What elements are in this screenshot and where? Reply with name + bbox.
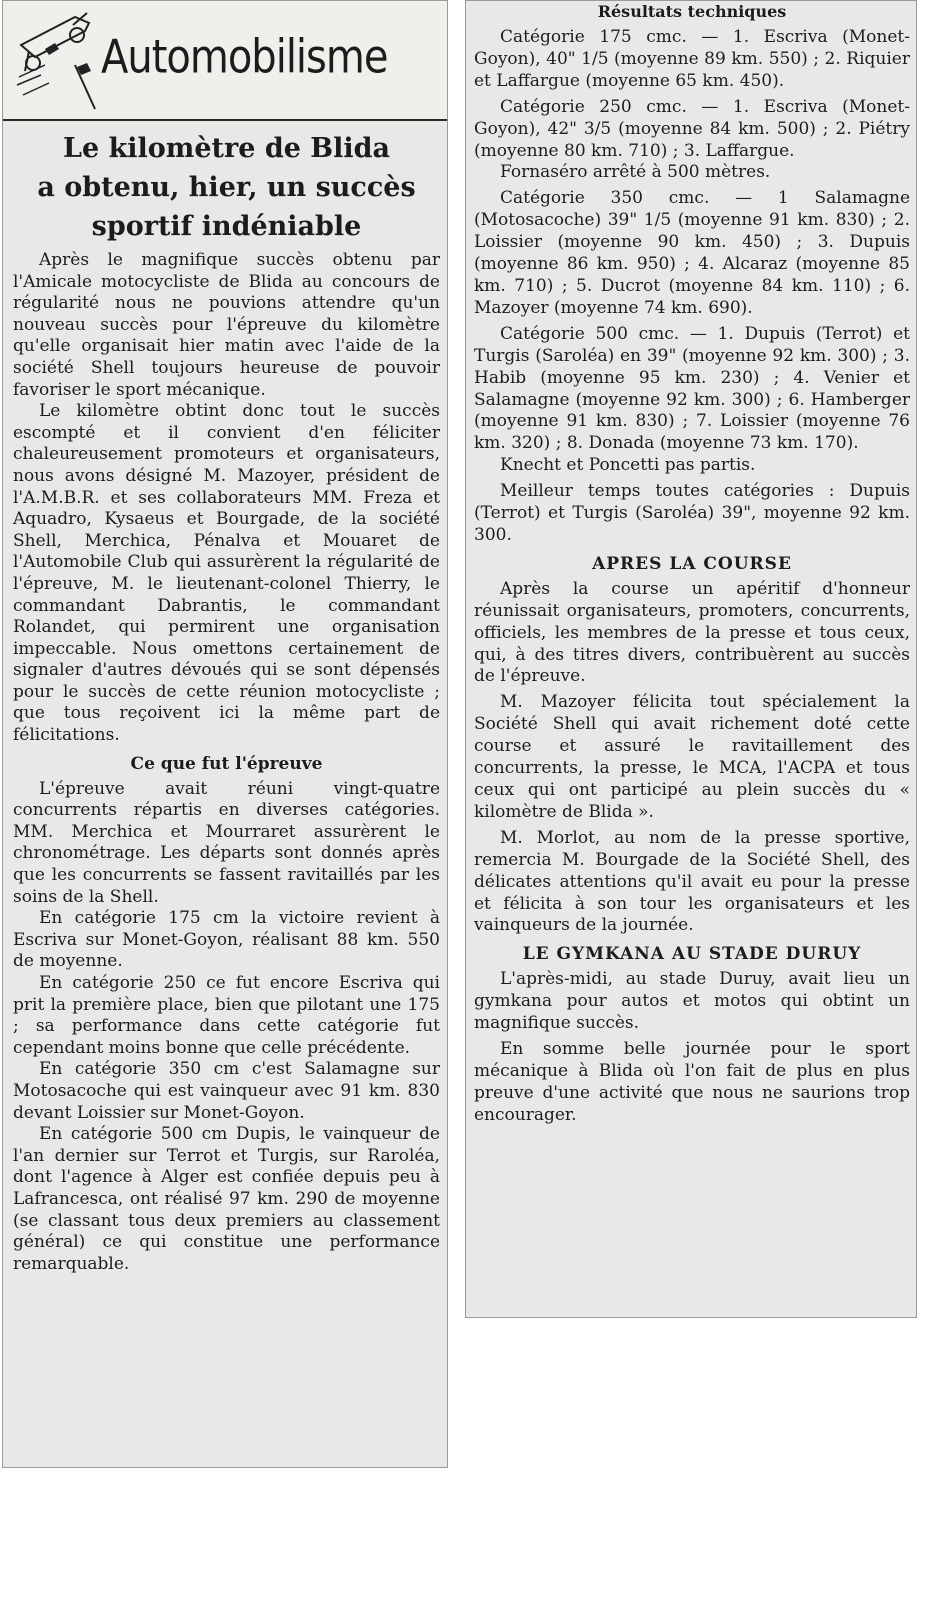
epreuve-paragraph: En catégorie 500 cm Dupis, le vainqueur de l'an dernier sur Terrot et Turgis, sur Raroléa, dont l'agence à Alger est confiée depuis peu à Lafrancesca, ont réalisé 97 km. 290 de moyenne (se classant tous deux premiers au classement général) ce qui constitue une performance remarquable.: [13, 1124, 440, 1274]
headline-line-3: sportif indéniable: [91, 211, 362, 242]
headline-line-2: a obtenu, hier, un succès: [37, 172, 416, 203]
resultat-paragraph: Meilleur temps toutes catégories : Dupuis (Terrot) et Turgis (Saroléa) 39", moyenne 92 km. 300.: [474, 481, 910, 545]
section-title: Automobilisme: [101, 31, 388, 84]
epreuve-paragraph: En catégorie 175 cm la victoire revient à Escriva sur Monet-Goyon, réalisant 88 km. 550 de moyenne.: [13, 908, 440, 972]
resultat-paragraph: Fornaséro arrêté à 500 mètres.: [500, 162, 771, 183]
epreuve-paragraph: En catégorie 250 ce fut encore Escriva qui prit la première place, bien que pilotant une 175 ; sa performance dans cette catégorie fut cependant moins bonne que celle précédente.: [13, 973, 440, 1058]
thanks-paragraph: Le kilomètre obtint donc tout le succès escompté et il convient d'en féliciter chaleureusement promoteurs et organisateurs, nous avons désigné M. Mazoyer, président de l'A.M.B.R. et ses collaborateurs MM. Freza et Aquadro, Kysaeus et Bourgade, de la société Shell, Merchica, Pénalva et Mouaret de l'Automobile Club qui assurèrent la régularité de l'épreuve, M. le lieutenant-colonel Thierry, le commandant Dabrantis, le commandant Rolandet, qui permirent une organisation impeccable. Nous omettons certainement de signaler d'autres dévoués qui se sont dépensés pour le succès de cette réunion motocycliste ; que tous reçoivent ici la même part de félicitations.: [13, 401, 440, 746]
subhead-epreuve: Ce que fut l'épreuve: [130, 753, 323, 774]
gymkana-paragraph: En somme belle journée pour le sport mécanique à Blida où l'on fait de plus en plus preuve d'une activité que nous ne saurions trop encourager.: [474, 1039, 910, 1125]
article-headline: [13, 129, 440, 246]
apres-paragraph: Après la course un apéritif d'honneur réunissait organisateurs, promoters, concurrents, officiels, les membres de la presse et tous ceux, qui, à des titres divers, contribuèrent au succès de l'épreuve.: [474, 578, 910, 687]
headline-line-1: Le kilomètre de Blida: [63, 133, 390, 164]
resultat-paragraph: Catégorie 350 cmc. — 1 Salamagne (Motosacoche) 39" 1/5 (moyenne 91 km. 830) ; 2. Loissier (moyenne 90 km. 450) ; 3. Dupuis (moyenne 86 km. 950) ; 4. Alcaraz (moyenne 85 km. 710) ; 5. Ducrot (moyenne 84 km. 110) ; 6. Mazoyer (moyenne 74 km. 690).: [474, 188, 910, 318]
resultat-paragraph: Catégorie 175 cmc. — 1. Escriva (Monet-Goyon), 40" 1/5 (moyenne 89 km. 550) ; 2. Riquier et Laffargue (moyenne 65 km. 450).: [474, 27, 910, 91]
left-column: [2, 0, 448, 1468]
epreuve-paragraph: En catégorie 350 cm c'est Salamagne sur Motosacoche qui est vainqueur avec 91 km. 830 devant Loissier sur Monet-Goyon.: [13, 1059, 440, 1123]
resultat-paragraph: Knecht et Poncetti pas partis.: [500, 455, 756, 476]
intro-paragraph: Après le magnifique succès obtenu par l'Amicale motocycliste de Blida au concours de régularité nous ne pouvions attendre qu'un nouveau succès pour l'épreuve du kilomètre qu'elle organisait hier matin avec l'aide de la société Shell toujours heureuse de pouvoir favoriser le sport mécanique.: [13, 250, 440, 400]
right-column: [465, 0, 917, 1318]
subhead-gymkana: LE GYMKANA AU STADE DURUY: [522, 944, 862, 965]
apres-paragraph: M. Mazoyer félicita tout spécialement la Société Shell qui avait richement doté cette course et assuré le ravitaillement des concurrents, la presse, le MCA, l'ACPA et tous ceux qui ont participé au plein succès du « kilomètre de Blida ».: [474, 692, 910, 822]
resultat-paragraph: Catégorie 500 cmc. — 1. Dupuis (Terrot) et Turgis (Saroléa) en 39" (moyenne 92 km. 300) ; 3. Habib (moyenne 95 km. 230) ; 4. Venier et Salamagne (moyenne 92 km. 300) ; 6. Hamberger (moyenne 91 km. 830) ; 7. Loissier (moyenne 76 km. 320) ; 8. Donada (moyenne 73 km. 170).: [474, 323, 910, 454]
subhead-resultats: Résultats techniques: [597, 2, 787, 21]
epreuve-paragraph: L'épreuve avait réuni vingt-quatre concurrents répartis en diverses catégories. MM. Merchica et Mourraret assurèrent le chronométrage. Les départs sont donnés après que les concurrents se fassent ravitaillés par les soins de la Shell.: [13, 778, 440, 907]
section-header: [3, 1, 447, 121]
race-car-icon: [15, 5, 103, 115]
gymkana-paragraph: L'après-midi, au stade Duruy, avait lieu un gymkana pour autos et motos qui obtint un magnifique succès.: [474, 969, 910, 1034]
apres-paragraph: M. Morlot, au nom de la presse sportive, remercia M. Bourgade de la Société Shell, des délicates attentions qu'il avait eu pour la presse et félicita à son tour les organisateurs et les vainqueurs de la journée.: [474, 827, 910, 936]
subhead-apres-course: APRES LA COURSE: [592, 553, 792, 574]
resultat-paragraph: Catégorie 250 cmc. — 1. Escriva (Monet-Goyon), 42" 3/5 (moyenne 84 km. 500) ; 2. Piétry (moyenne 80 km. 710) ; 3. Laffargue.: [474, 96, 910, 161]
